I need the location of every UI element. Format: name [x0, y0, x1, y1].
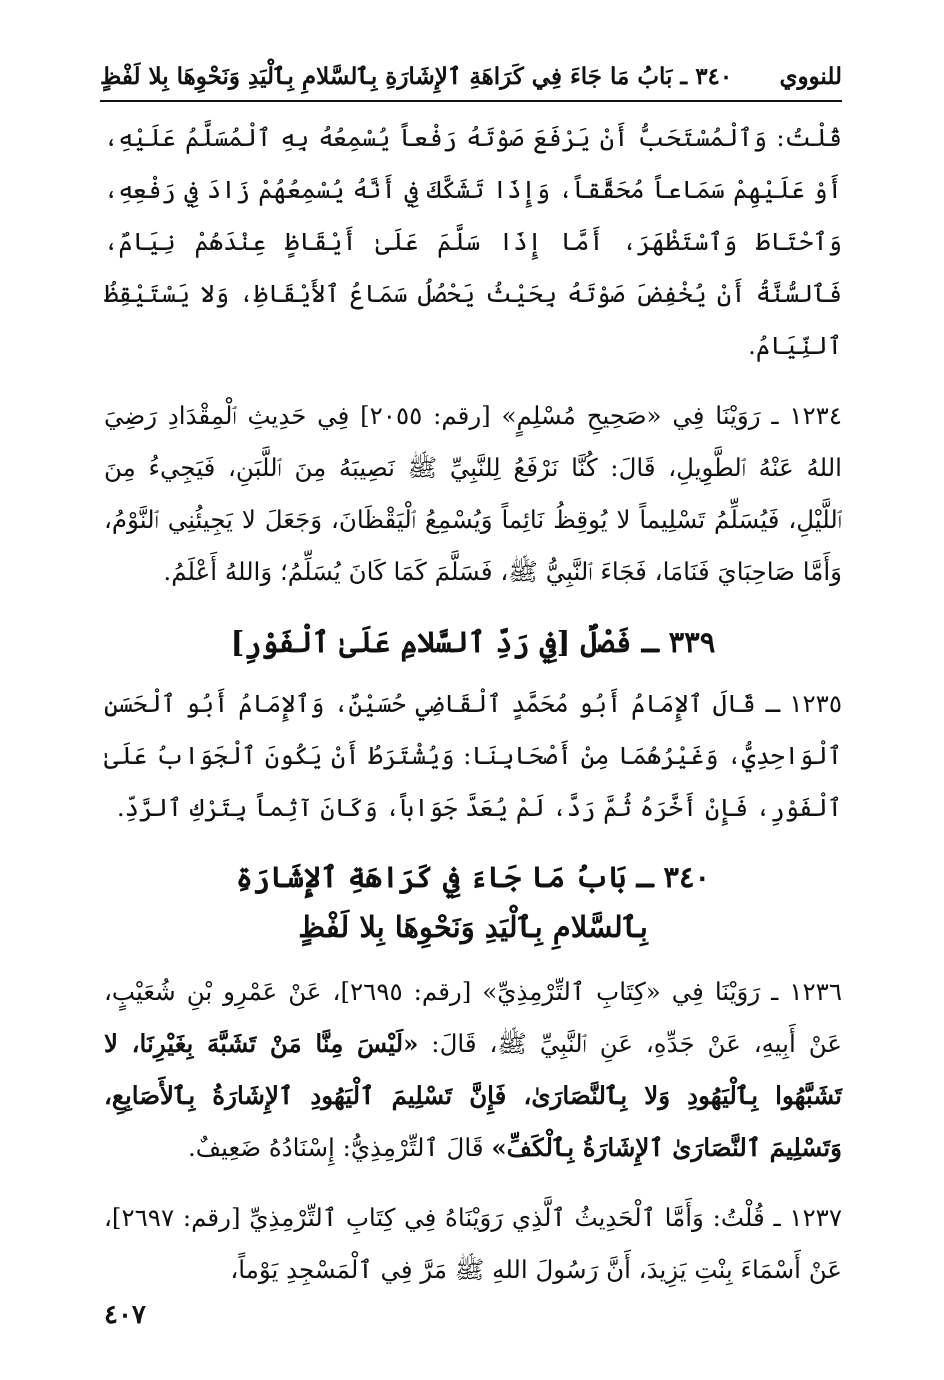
header-chapter-title: ٣٤٠ ـ بَابُ مَا جَاءَ فِي كَرَاهَةِ ٱلإِشَارَةِ بِٱلسَّلامِ بِٱلْيَدِ وَنَحْوِهَا بِلا لَفْظٍ: [100, 62, 733, 90]
running-header: [100, 52, 842, 102]
paragraph-1236: [104, 966, 842, 1174]
paragraph-1234: ١٢٣٤ ـ رَوَيْنَا فِي «صَحِيحِ مُسْلِمٍ» [رقم: ٢٠٥٥] فِي حَدِيثِ ٱلْمِقْدَادِ رَضِيَ اللهُ عَنْهُ ٱلطَّوِيلِ، قَالَ: كُنَّا نَرْفَعُ لِلنَّبِيِّ ﷺ نَصِيبَهُ مِنَ ٱللَّبَنِ، فَيَجِيءُ مِنَ ٱللَّيْلِ، فَيُسَلِّمُ تَسْلِيماً لا يُوقِظُ نَائِماً وَيُسْمِعُ ٱلْيَقْظَانَ، وَجَعَلَ لا يَجِيئُنِي ٱلنَّوْمُ، وَأَمَّا صَاحِبَايَ فَنَامَا، فَجَاءَ ٱلنَّبِيُّ ﷺ، فَسَلَّمَ كَمَا كَانَ يُسَلِّمُ؛ وَاللهُ أَعْلَمُ.: [104, 401, 842, 586]
paragraph-1236-grading: قَالَ ٱلتِّرْمِذِيُّ: إِسْنَادُهُ ضَعِيفٌ.: [187, 1133, 492, 1162]
paragraph-1236-hadith-quote: «لَيْسَ مِنَّا مَنْ تَشَبَّهَ بِغَيْرِنَا، لا تَشَبَّهُوا بِٱلْيَهُودِ وَلا بِٱلنَّصَارَىٰ، فَإِنَّ تَسْلِيمَ ٱلْيَهُودِ ٱلإِشَارَةُ بِٱلأَصَابِعِ، وَتَسْلِيمَ ٱلنَّصَارَىٰ ٱلإِشَارَةُ بِٱلْكَفِّ»: [104, 1029, 842, 1162]
page-body: [104, 112, 842, 1314]
page-number: ٤٠٧: [104, 1300, 146, 1330]
header-author: للنووي: [779, 62, 842, 90]
chapter-340-title-line1: ٣٤٠ ـ بَابُ مَا جَاءَ فِي كَرَاهَةِ ٱلإِشَارَةِ: [235, 860, 711, 894]
paragraph-1236-intro: ١٢٣٦ ـ رَوَيْنَا فِي «كِتَابِ ٱلتِّرْمِذِيِّ» [رقم: ٢٦٩٥]، عَنْ عَمْرِو بْنِ شُعَيْبٍ، عَنْ أَبِيهِ، عَنْ جَدِّهِ، عَنِ ٱلنَّبِيِّ ﷺ، قَالَ:: [104, 977, 842, 1058]
chapter-340-title: [104, 852, 842, 952]
paragraph-note-voice: قُلْتُ: وَٱلْمُسْتَحَبُّ أَنْ يَرْفَعَ صَوْتَهُ رَفْعاً يُسْمِعُهُ بِهِ ٱلْمُسَلَّمُ عَلَيْهِ، أَوْ عَلَيْهِمْ سَمَاعاً مُحَقَّقاً، وَإِذَا تَشَكَّكَ فِي أَنَّهُ يُسْمِعُهُمْ زَادَ فِي رَفْعِهِ، وَٱحْتَاطَ وَٱسْتَظْهَرَ، أَمَّا إِذَا سَلَّمَ عَلَىٰ أَيْقَاظٍ عِنْدَهُمْ نِيَامٌ، فَٱلسُّنَّةُ أَنْ يُخْفِضَ صَوْتَهُ بِحَيْثُ يَحْصُلُ سَمَاعُ ٱلأَيْقَاظِ، وَلا يَسْتَيْقِظُ ٱلنِّيَامُ.: [104, 123, 842, 360]
section-339-title: ٣٣٩ ـ فَصْلٌ [فِي رَدِّ ٱلسَّلامِ عَلَىٰ ٱلْفَوْرِ]: [230, 625, 716, 659]
chapter-340-title-line2: بِٱلسَّلامِ بِٱلْيَدِ وَنَحْوِهَا بِلا لَفْظٍ: [298, 910, 648, 944]
paragraph-1237: ١٢٣٧ ـ قُلْتُ: وَأَمَّا ٱلْحَدِيثُ ٱلَّذِي رَوَيْنَاهُ فِي كِتَابِ ٱلتِّرْمِذِيِّ [رقم: ٢٦٩٧]، عَنْ أَسْمَاءَ بِنْتِ يَزِيدَ، أَنَّ رَسُولَ اللهِ ﷺ مَرَّ فِي ٱلْمَسْجِدِ يَوْماً،: [104, 1203, 842, 1284]
paragraph-1235: ١٢٣٥ ـ قَالَ ٱلإِمَامُ أَبُو مُحَمَّدٍ ٱلْقَاضِي حُسَيْنٌ، وَٱلإِمَامُ أَبُو ٱلْحَسَنِ ٱلْوَاحِدِيُّ، وَغَيْرُهُمَا مِنْ أَصْحَابِنَا: وَيُشْتَرَطُ أَنْ يَكُونَ ٱلْجَوَابُ عَلَىٰ ٱلْفَوْرِ، فَإِنْ أَخَّرَهُ ثُمَّ رَدَّ، لَمْ يُعَدَّ جَوَاباً، وَكَانَ آثِماً بِتَرْكِ ٱلرَّدِّ.: [104, 689, 842, 822]
